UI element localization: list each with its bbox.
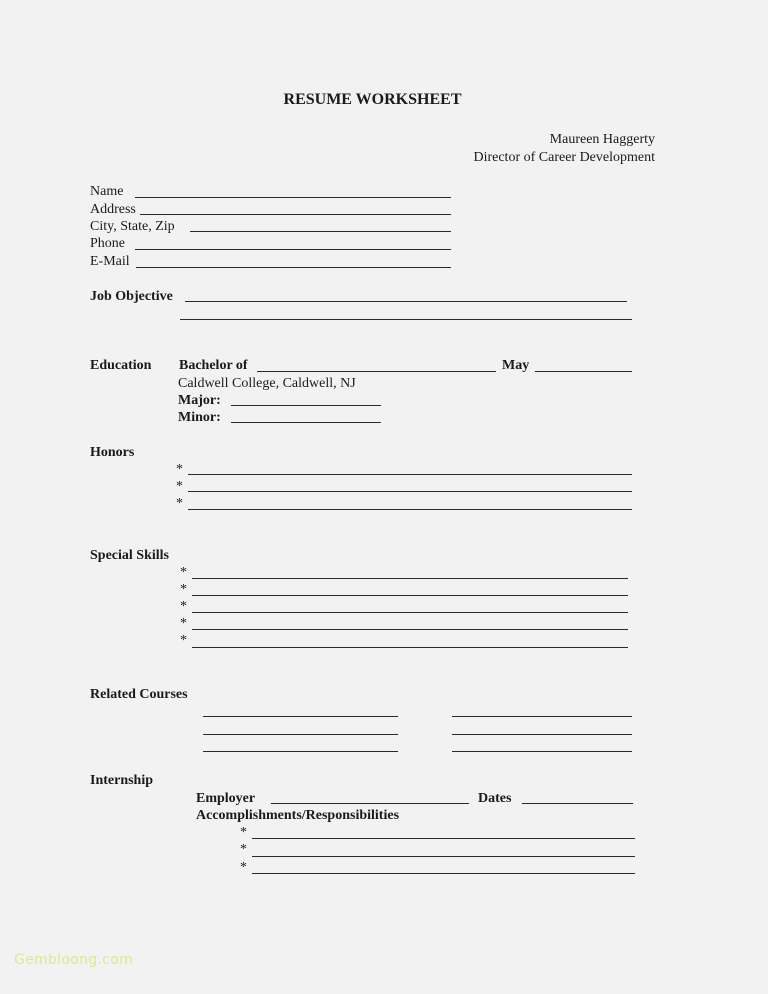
internship-line — [252, 838, 635, 839]
accomplishments-label: Accomplishments/Responsibilities — [196, 808, 400, 823]
phone-label: Phone — [90, 236, 125, 251]
course-line-right — [452, 734, 632, 735]
honors-bullet: * — [176, 479, 183, 494]
course-line-right — [452, 716, 632, 717]
degree-label: Bachelor of — [179, 358, 248, 373]
graduation-year-line — [535, 371, 632, 372]
skills-bullet: * — [180, 582, 187, 597]
skills-line — [192, 612, 628, 613]
honors-line — [188, 474, 632, 475]
minor-label: Minor: — [178, 410, 221, 425]
job-objective-line-2 — [180, 319, 632, 320]
city-state-zip-field-line — [190, 231, 451, 232]
skills-bullet: * — [180, 616, 187, 631]
skills-bullet: * — [180, 633, 187, 648]
education-label: Education — [90, 358, 152, 373]
course-line-right — [452, 751, 632, 752]
watermark: Gembloong.com — [14, 952, 134, 968]
dates-field-line — [522, 803, 633, 804]
degree-field-line — [257, 371, 496, 372]
employer-label: Employer — [196, 791, 256, 806]
employer-field-line — [271, 803, 469, 804]
author-name: Maureen Haggerty — [549, 132, 655, 147]
major-field-line — [231, 405, 381, 406]
related-courses-label: Related Courses — [90, 687, 188, 702]
major-label: Major: — [178, 393, 221, 408]
address-field-line — [140, 214, 451, 215]
course-line-left — [203, 716, 398, 717]
graduation-month-label: May — [502, 358, 530, 373]
internship-line — [252, 856, 635, 857]
skills-line — [192, 595, 628, 596]
course-line-left — [203, 751, 398, 752]
honors-line — [188, 509, 632, 510]
skills-bullet: * — [180, 565, 187, 580]
phone-field-line — [135, 249, 451, 250]
internship-bullet: * — [240, 825, 247, 840]
skills-line — [192, 629, 628, 630]
course-line-left — [203, 734, 398, 735]
skills-line — [192, 647, 628, 648]
author-role: Director of Career Development — [473, 150, 655, 165]
honors-line — [188, 491, 632, 492]
minor-field-line — [231, 422, 381, 423]
honors-label: Honors — [90, 445, 135, 460]
internship-line — [252, 873, 635, 874]
address-label: Address — [90, 202, 136, 217]
skills-bullet: * — [180, 599, 187, 614]
special-skills-label: Special Skills — [90, 548, 169, 563]
honors-bullet: * — [176, 496, 183, 511]
email-label: E-Mail — [90, 254, 130, 269]
school-name: Caldwell College, Caldwell, NJ — [178, 376, 356, 391]
page-title: RESUME WORKSHEET — [283, 91, 462, 108]
internship-bullet: * — [240, 860, 247, 875]
internship-label: Internship — [90, 773, 154, 788]
job-objective-label: Job Objective — [90, 289, 173, 304]
email-field-line — [136, 267, 451, 268]
honors-bullet: * — [176, 462, 183, 477]
internship-bullet: * — [240, 842, 247, 857]
name-field-line — [135, 197, 451, 198]
name-label: Name — [90, 184, 124, 199]
job-objective-line-1 — [185, 301, 627, 302]
city-state-zip-label: City, State, Zip — [90, 219, 175, 234]
skills-line — [192, 578, 628, 579]
dates-label: Dates — [478, 791, 512, 806]
